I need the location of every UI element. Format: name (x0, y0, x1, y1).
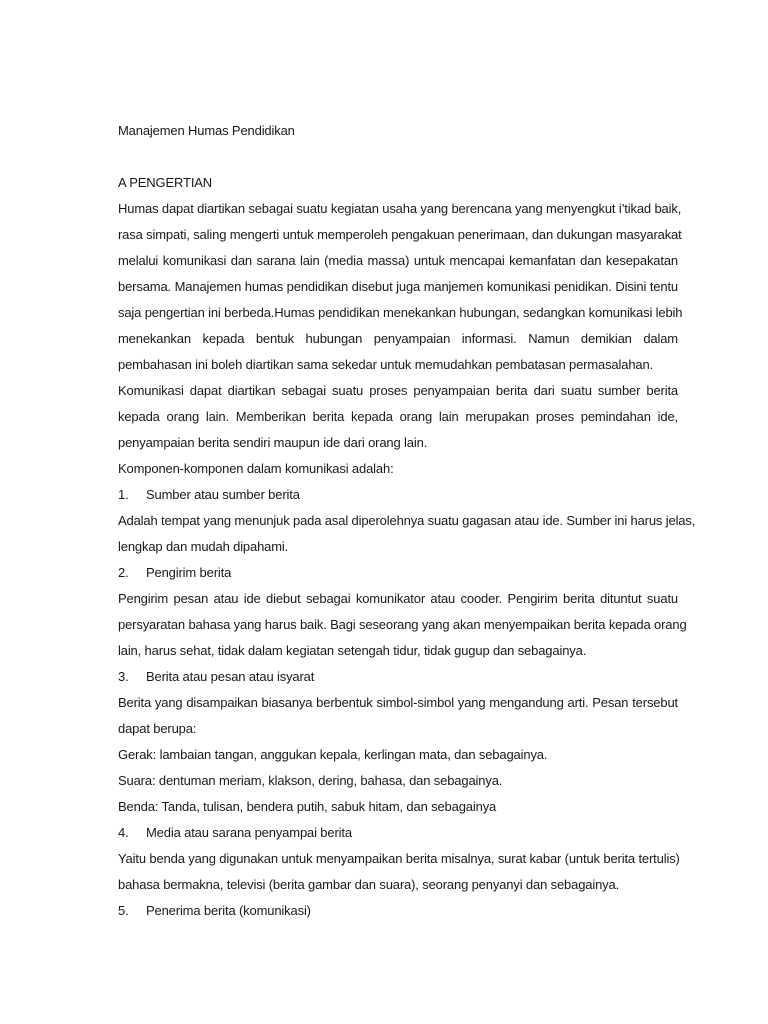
item1-description (118, 508, 696, 560)
list-item-2 (118, 560, 678, 586)
text-line: Pengirim pesan atau ide diebut sebagai komunikator atau cooder. Pengirim berita dituntut suatu (118, 591, 678, 606)
item3-description (118, 690, 678, 742)
text-line: Berita yang disampaikan biasanya berbentuk simbol-simbol yang mengandung arti. Pesan tersebut (118, 695, 678, 710)
example-line: Gerak: lambaian tangan, anggukan kepala, kerlingan mata, dan sebagainya. (118, 747, 548, 762)
list-item-3 (118, 664, 678, 690)
list-item-4 (118, 820, 678, 846)
paragraph-komunikasi-definition (118, 378, 678, 456)
item2-description (118, 586, 687, 664)
text-line: menekankan kepada bentuk hubungan penyampaian informasi. Namun demikian dalam (118, 331, 678, 346)
item3-examples (118, 742, 678, 820)
text-line: bahasa bermakna, televisi (berita gambar dan suara), seorang penyanyi dan sebagainya. (118, 877, 620, 892)
text-line: dapat berupa: (118, 721, 197, 736)
list-label: Berita atau pesan atau isyarat (146, 669, 315, 684)
list-label: Penerima berita (komunikasi) (146, 903, 311, 918)
components-intro: Komponen-komponen dalam komunikasi adalah: (118, 461, 394, 476)
text-line: penyampaian berita sendiri maupun ide dari orang lain. (118, 435, 428, 450)
text-line: rasa simpati, saling mengerti untuk memperoleh pengakuan penerimaan, dan dukungan masyarakat (118, 227, 682, 242)
text-line: Humas dapat diartikan sebagai suatu kegiatan usaha yang berencana yang menyengkut i’tikad baik, (118, 201, 682, 216)
document-title: Manajemen Humas Pendidikan (118, 123, 295, 138)
text-line: melalui komunikasi dan sarana lain (media massa) untuk mencapai kemanfatan dan kesepakatan (118, 253, 678, 268)
text-line: pembahasan ini boleh diartikan sama sekedar untuk memudahkan pembatasan permasalahan. (118, 357, 654, 372)
list-label: Media atau sarana penyampai berita (146, 825, 352, 840)
text-line: saja pengertian ini berbeda.Humas pendidikan menekankan hubungan, sedangkan komunikasi lebih (118, 305, 683, 320)
list-label: Pengirim berita (146, 565, 232, 580)
list-item-5 (118, 898, 678, 924)
list-number: 4. (118, 825, 129, 840)
document-page (118, 118, 696, 924)
text-line: persyaratan bahasa yang harus baik. Bagi seseorang yang akan menyempaikan berita kepada orang (118, 617, 687, 632)
text-line: lengkap dan mudah dipahami. (118, 539, 289, 554)
text-line: Yaitu benda yang digunakan untuk menyampaikan berita misalnya, surat kabar (untuk berita tertulis) (118, 851, 680, 866)
text-line: kepada orang lain. Memberikan berita kepada orang lain merupakan proses pemindahan ide, (118, 409, 678, 424)
text-line: bersama. Manajemen humas pendidikan disebut juga manjemen komunikasi penidikan. Disini tentu (118, 279, 678, 294)
section-heading: A PENGERTIAN (118, 175, 213, 190)
list-item-1 (118, 482, 678, 508)
text-line: Adalah tempat yang menunjuk pada asal diperolehnya suatu gagasan atau ide. Sumber ini harus jelas, (118, 513, 696, 528)
list-number: 5. (118, 903, 129, 918)
paragraph-humas-definition (118, 196, 683, 378)
list-label: Sumber atau sumber berita (146, 487, 300, 502)
list-number: 3. (118, 669, 129, 684)
text-line: Komunikasi dapat diartikan sebagai suatu proses penyampaian berita dari suatu sumber berita (118, 383, 678, 398)
list-number: 2. (118, 565, 129, 580)
example-line: Benda: Tanda, tulisan, bendera putih, sabuk hitam, dan sebagainya (118, 799, 497, 814)
item4-description (118, 846, 678, 898)
text-line: lain, harus sehat, tidak dalam kegiatan setengah tidur, tidak gugup dan sebagainya. (118, 643, 587, 658)
example-line: Suara: dentuman meriam, klakson, dering, bahasa, dan sebagainya. (118, 773, 503, 788)
list-number: 1. (118, 487, 129, 502)
